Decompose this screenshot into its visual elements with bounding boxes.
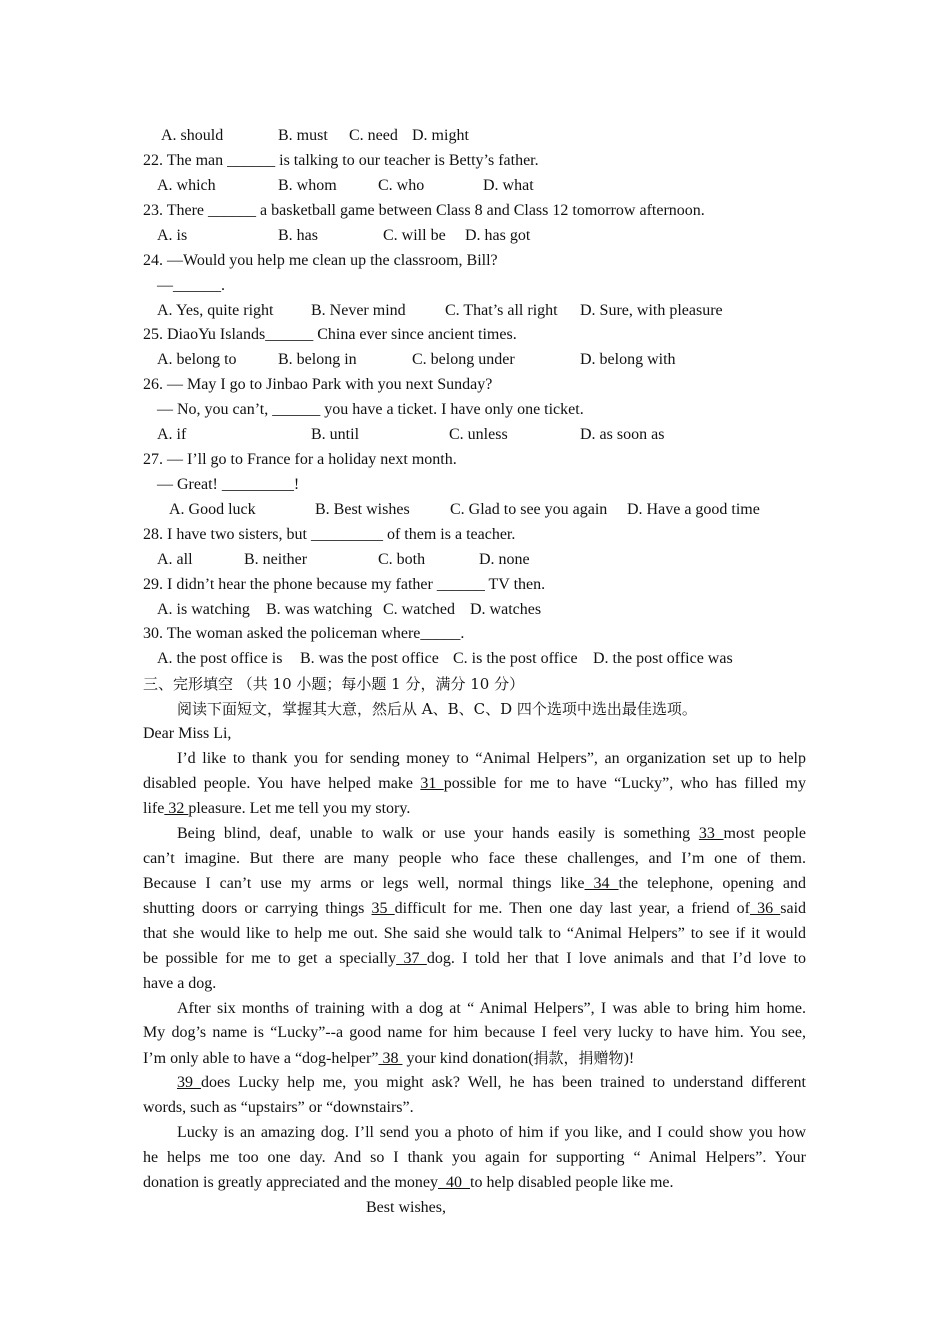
- q21-option-d: D. might: [412, 127, 469, 144]
- q24-option-a: A. Yes, quite right: [157, 302, 274, 319]
- letter-p1-line1: I’d like to thank you for sending money to “Animal Helpers”, an organization set up to help: [177, 750, 806, 767]
- q27-option-d: D. Have a good time: [627, 501, 760, 518]
- q26-option-d: D. as soon as: [580, 426, 665, 443]
- letter-p5-line3: donation is greatly appreciated and the money 40 to help disabled people like me.: [143, 1174, 674, 1191]
- letter-p4-line2: words, such as “upstairs” or “downstairs”.: [143, 1099, 414, 1116]
- letter-p1-line3: life 32 pleasure. Let me tell you my story.: [143, 800, 411, 817]
- q27-reply: — Great! _________!: [157, 476, 300, 493]
- q23-option-a: A. is: [157, 227, 188, 244]
- blank-33: 33: [698, 825, 724, 842]
- q25-option-c: C. belong under: [412, 351, 515, 368]
- q27-option-b: B. Best wishes: [315, 501, 410, 518]
- q28-option-d: D. none: [479, 551, 530, 568]
- q22-stem: 22. The man ______ is talking to our teacher is Betty’s father.: [143, 152, 539, 169]
- section3-instruction: 阅读下面短文，掌握其大意，然后从 A、B、C、D 四个选项中选出最佳选项。: [177, 700, 697, 718]
- q29-option-c: C. watched: [383, 601, 455, 618]
- q30-option-b: B. was the post office: [300, 650, 439, 667]
- q24-stem: 24. —Would you help me clean up the classroom, Bill?: [143, 252, 498, 269]
- letter-p3-line1: After six months of training with a dog at “ Animal Helpers”, I was able to bring him home.: [177, 1000, 806, 1017]
- section3-heading: 三、完形填空 （共 10 小题；每小题 1 分，满分 10 分）: [143, 675, 525, 693]
- q21-option-c: C. need: [349, 127, 398, 144]
- q30-option-d: D. the post office was: [593, 650, 733, 667]
- q29-stem: 29. I didn’t hear the phone because my father ______ TV then.: [143, 576, 546, 593]
- blank-31: 31: [420, 775, 444, 792]
- letter-p5-line2: he helps me too one day. And so I thank you again for supporting “ Animal Helpers”. Your: [143, 1149, 806, 1166]
- q26-option-b: B. until: [311, 426, 360, 443]
- q26-option-c: C. unless: [449, 426, 508, 443]
- letter-p5-line1: Lucky is an amazing dog. I’ll send you a photo of him if you like, and I could show you how: [177, 1124, 806, 1141]
- blank-40: 40: [438, 1174, 471, 1191]
- q28-stem: 28. I have two sisters, but _________ of them is a teacher.: [143, 526, 516, 543]
- q24-reply: —______.: [157, 277, 225, 294]
- q28-option-a: A. all: [157, 551, 193, 568]
- q27-stem: 27. — I’ll go to France for a holiday next month.: [143, 451, 457, 468]
- q25-option-d: D. belong with: [580, 351, 676, 368]
- q22-option-c: C. who: [378, 177, 425, 194]
- q26-option-a: A. if: [157, 426, 187, 443]
- q22-option-d: D. what: [483, 177, 534, 194]
- q22-option-a: A. which: [157, 177, 216, 194]
- q21-option-b: B. must: [278, 127, 328, 144]
- q23-stem: 23. There ______ a basketball game between Class 8 and Class 12 tomorrow afternoon.: [143, 202, 705, 219]
- letter-p2-line1: Being blind, deaf, unable to walk or use your hands easily is something 33 most people: [177, 825, 807, 842]
- q30-stem: 30. The woman asked the policeman where_____.: [143, 625, 465, 642]
- q23-option-c: C. will be: [383, 227, 446, 244]
- blank-37: 37: [396, 950, 427, 967]
- blank-32: 32: [164, 800, 189, 817]
- letter-p2-line2: can’t imagine. But there are many people who face these challenges, and I’m one of them.: [143, 850, 806, 867]
- letter-p2-line6: be possible for me to get a specially 37 dog. I told her that I love animals and that I’d love to: [143, 950, 807, 967]
- letter-greeting: Dear Miss Li,: [143, 725, 232, 742]
- letter-p2-line4: shutting doors or carrying things 35 difficult for me. Then one day last year, a friend of 36 said: [143, 900, 807, 917]
- q27-option-c: C. Glad to see you again: [450, 501, 608, 518]
- q27-option-a: A. Good luck: [169, 501, 256, 518]
- q21-option-a: A. should: [161, 127, 224, 144]
- q24-option-b: B. Never mind: [311, 302, 406, 319]
- q25-stem: 25. DiaoYu Islands______ China ever since ancient times.: [143, 326, 517, 343]
- letter-p3-line2: My dog’s name is “Lucky”--a good name for him because I feel very lucky to have him. You see,: [143, 1024, 806, 1041]
- q29-option-a: A. is watching: [157, 601, 250, 618]
- blank-39: 39: [177, 1074, 201, 1091]
- q29-option-b: B. was watching: [266, 601, 373, 618]
- q24-option-c: C. That’s all right: [445, 302, 558, 319]
- letter-p2-line5: that she would like to help me out. She said she would talk to “Animal Helpers” to see if it would: [143, 925, 806, 942]
- q25-option-b: B. belong in: [278, 351, 357, 368]
- q26-reply: — No, you can’t, ______ you have a ticket. I have only one ticket.: [157, 401, 584, 418]
- q30-option-a: A. the post office is: [157, 650, 283, 667]
- blank-36: 36: [749, 900, 781, 917]
- letter-p1-line2: disabled people. You have helped make 31 possible for me to have “Lucky”, who has filled my: [143, 775, 807, 792]
- letter-p2-line7: have a dog.: [143, 975, 217, 992]
- q28-option-b: B. neither: [244, 551, 308, 568]
- letter-closing: Best wishes,: [366, 1199, 446, 1216]
- letter-p3-line3: I’m only able to have a “dog-helper” 38 your kind donation(捐款，捐赠物)!: [143, 1049, 635, 1067]
- q25-option-a: A. belong to: [157, 351, 237, 368]
- q29-option-d: D. watches: [470, 601, 542, 618]
- q22-option-b: B. whom: [278, 177, 337, 194]
- blank-35: 35: [371, 900, 395, 917]
- q28-option-c: C. both: [378, 551, 426, 568]
- q23-option-d: D. has got: [465, 227, 531, 244]
- q26-stem: 26. — May I go to Jinbao Park with you next Sunday?: [143, 376, 493, 393]
- letter-p4-line1: 39 does Lucky help me, you might ask? Well, he has been trained to understand different: [177, 1074, 807, 1091]
- letter-p2-line3: Because I can’t use my arms or legs well, normal things like 34 the telephone, opening and: [143, 875, 806, 892]
- q30-option-c: C. is the post office: [453, 650, 578, 667]
- blank-34: 34: [584, 875, 619, 892]
- q23-option-b: B. has: [278, 227, 318, 244]
- blank-38: 38: [378, 1050, 403, 1067]
- q24-option-d: D. Sure, with pleasure: [580, 302, 723, 319]
